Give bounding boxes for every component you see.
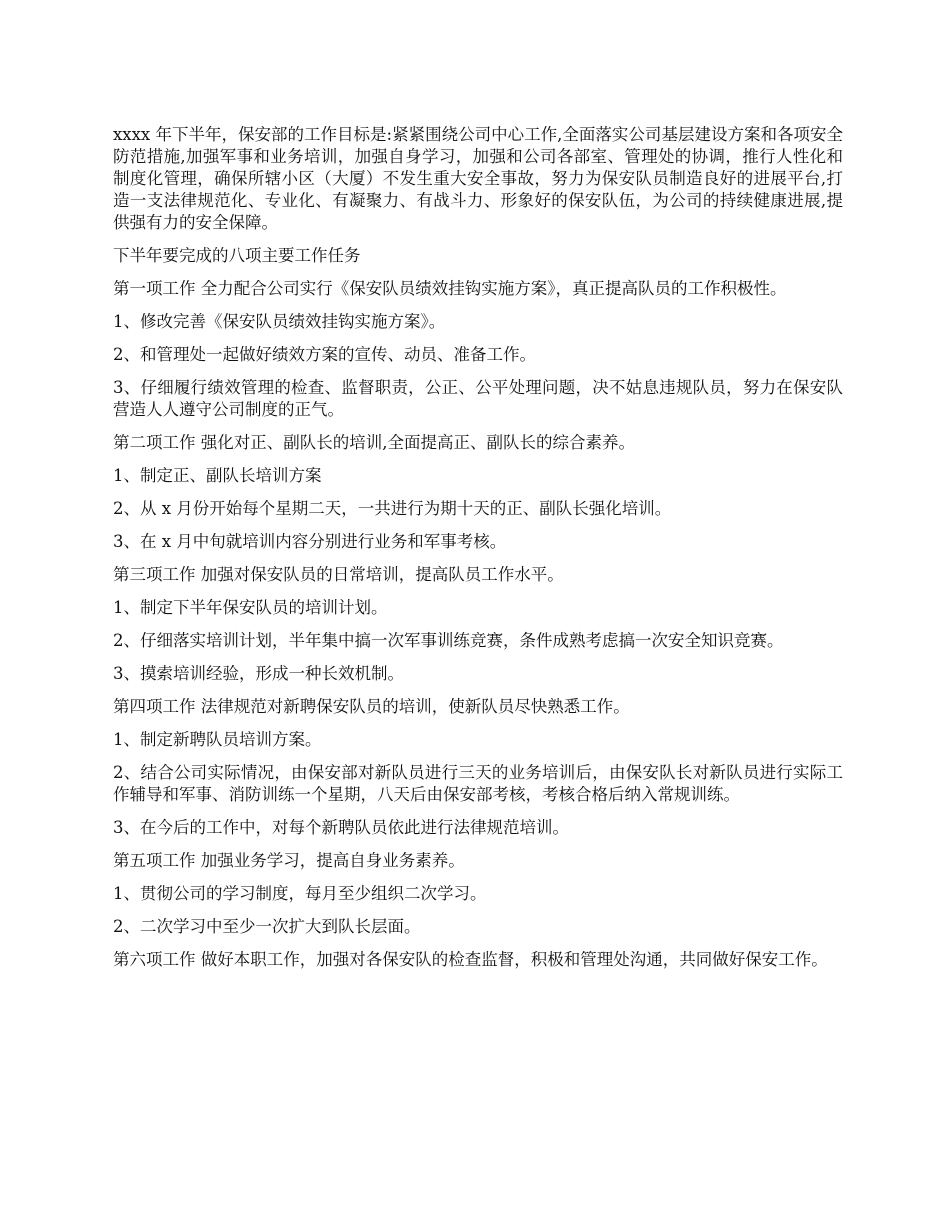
section-heading: 下半年要完成的八项主要工作任务 [113, 246, 361, 265]
task-2-title: 第二项工作 强化对正、副队长的培训,全面提高正、副队长的综合素养。 [113, 433, 635, 452]
task-1-item-3: 3、仔细履行绩效管理的检查、监督职责，公正、公平处理问题，决不姑息违规队员，努力在保安队营造人人遵守公司制度的正气。 [113, 378, 843, 419]
task-1-item-2: 2、和管理处一起做好绩效方案的宣传、动员、准备工作。 [113, 345, 536, 364]
task-1-title: 第一项工作 全力配合公司实行《保安队员绩效挂钩实施方案》，真正提高队员的工作积极性。 [113, 279, 787, 298]
task-3-item-3: 3、摸索培训经验，形成一种长效机制。 [113, 664, 404, 683]
task-1-item-1: 1、修改完善《保安队员绩效挂钩实施方案》。 [113, 312, 446, 331]
task-2-item-3: 3、在 x 月中旬就培训内容分别进行业务和军事考核。 [113, 532, 507, 551]
task-3-item-2: 2、仔细落实培训计划，半年集中搞一次军事训练竞赛，条件成熟考虑搞一次安全知识竞赛。 [113, 631, 784, 650]
task-5-item-2: 2、二次学习中至少一次扩大到队长层面。 [113, 917, 421, 936]
task-3-title: 第三项工作 加强对保安队员的日常培训，提高队员工作水平。 [113, 565, 564, 584]
task-2-item-1: 1、制定正、副队长培训方案 [113, 466, 322, 485]
task-4-title: 第四项工作 法律规范对新聘保安队员的培训，使新队员尽快熟悉工作。 [113, 697, 630, 716]
task-4-item-1: 1、制定新聘队员培训方案。 [113, 730, 322, 749]
task-2-item-2: 2、从 x 月份开始每个星期二天，一共进行为期十天的正、副队长强化培训。 [113, 499, 672, 518]
task-4-item-2: 2、结合公司实际情况，由保安部对新队员进行三天的业务培训后，由保安队长对新队员进行实际工作辅导和军事、消防训练一个星期，八天后由保安部考核，考核合格后纳入常规训练。 [113, 763, 843, 804]
task-5-item-1: 1、贯彻公司的学习制度，每月至少组织二次学习。 [113, 884, 487, 903]
task-6-title: 第六项工作 做好本职工作，加强对各保安队的检查监督，积极和管理处沟通，共同做好保安工作。 [113, 950, 828, 969]
intro-paragraph: xxxx 年下半年，保安部的工作目标是:紧紧围绕公司中心工作,全面落实公司基层建设方案和各项安全防范措施,加强军事和业务培训，加强自身学习，加强和公司各部室、管理处的协调，推行人性化和制度化管理，确保所辖小区（大厦）不发生重大安全事故，努力为保安队员制造良好的进展平台,打造一支法律规范化、专业化、有凝聚力、有战斗力、形象好的保安队伍，为公司的持续健康进展,提供强有力的安全保障。 [113, 125, 843, 232]
task-4-item-3: 3、在今后的工作中，对每个新聘队员依此进行法律规范培训。 [113, 818, 569, 837]
document-body [113, 124, 843, 982]
task-5-title: 第五项工作 加强业务学习，提高自身业务素养。 [113, 851, 465, 870]
task-3-item-1: 1、制定下半年保安队员的培训计划。 [113, 598, 388, 617]
